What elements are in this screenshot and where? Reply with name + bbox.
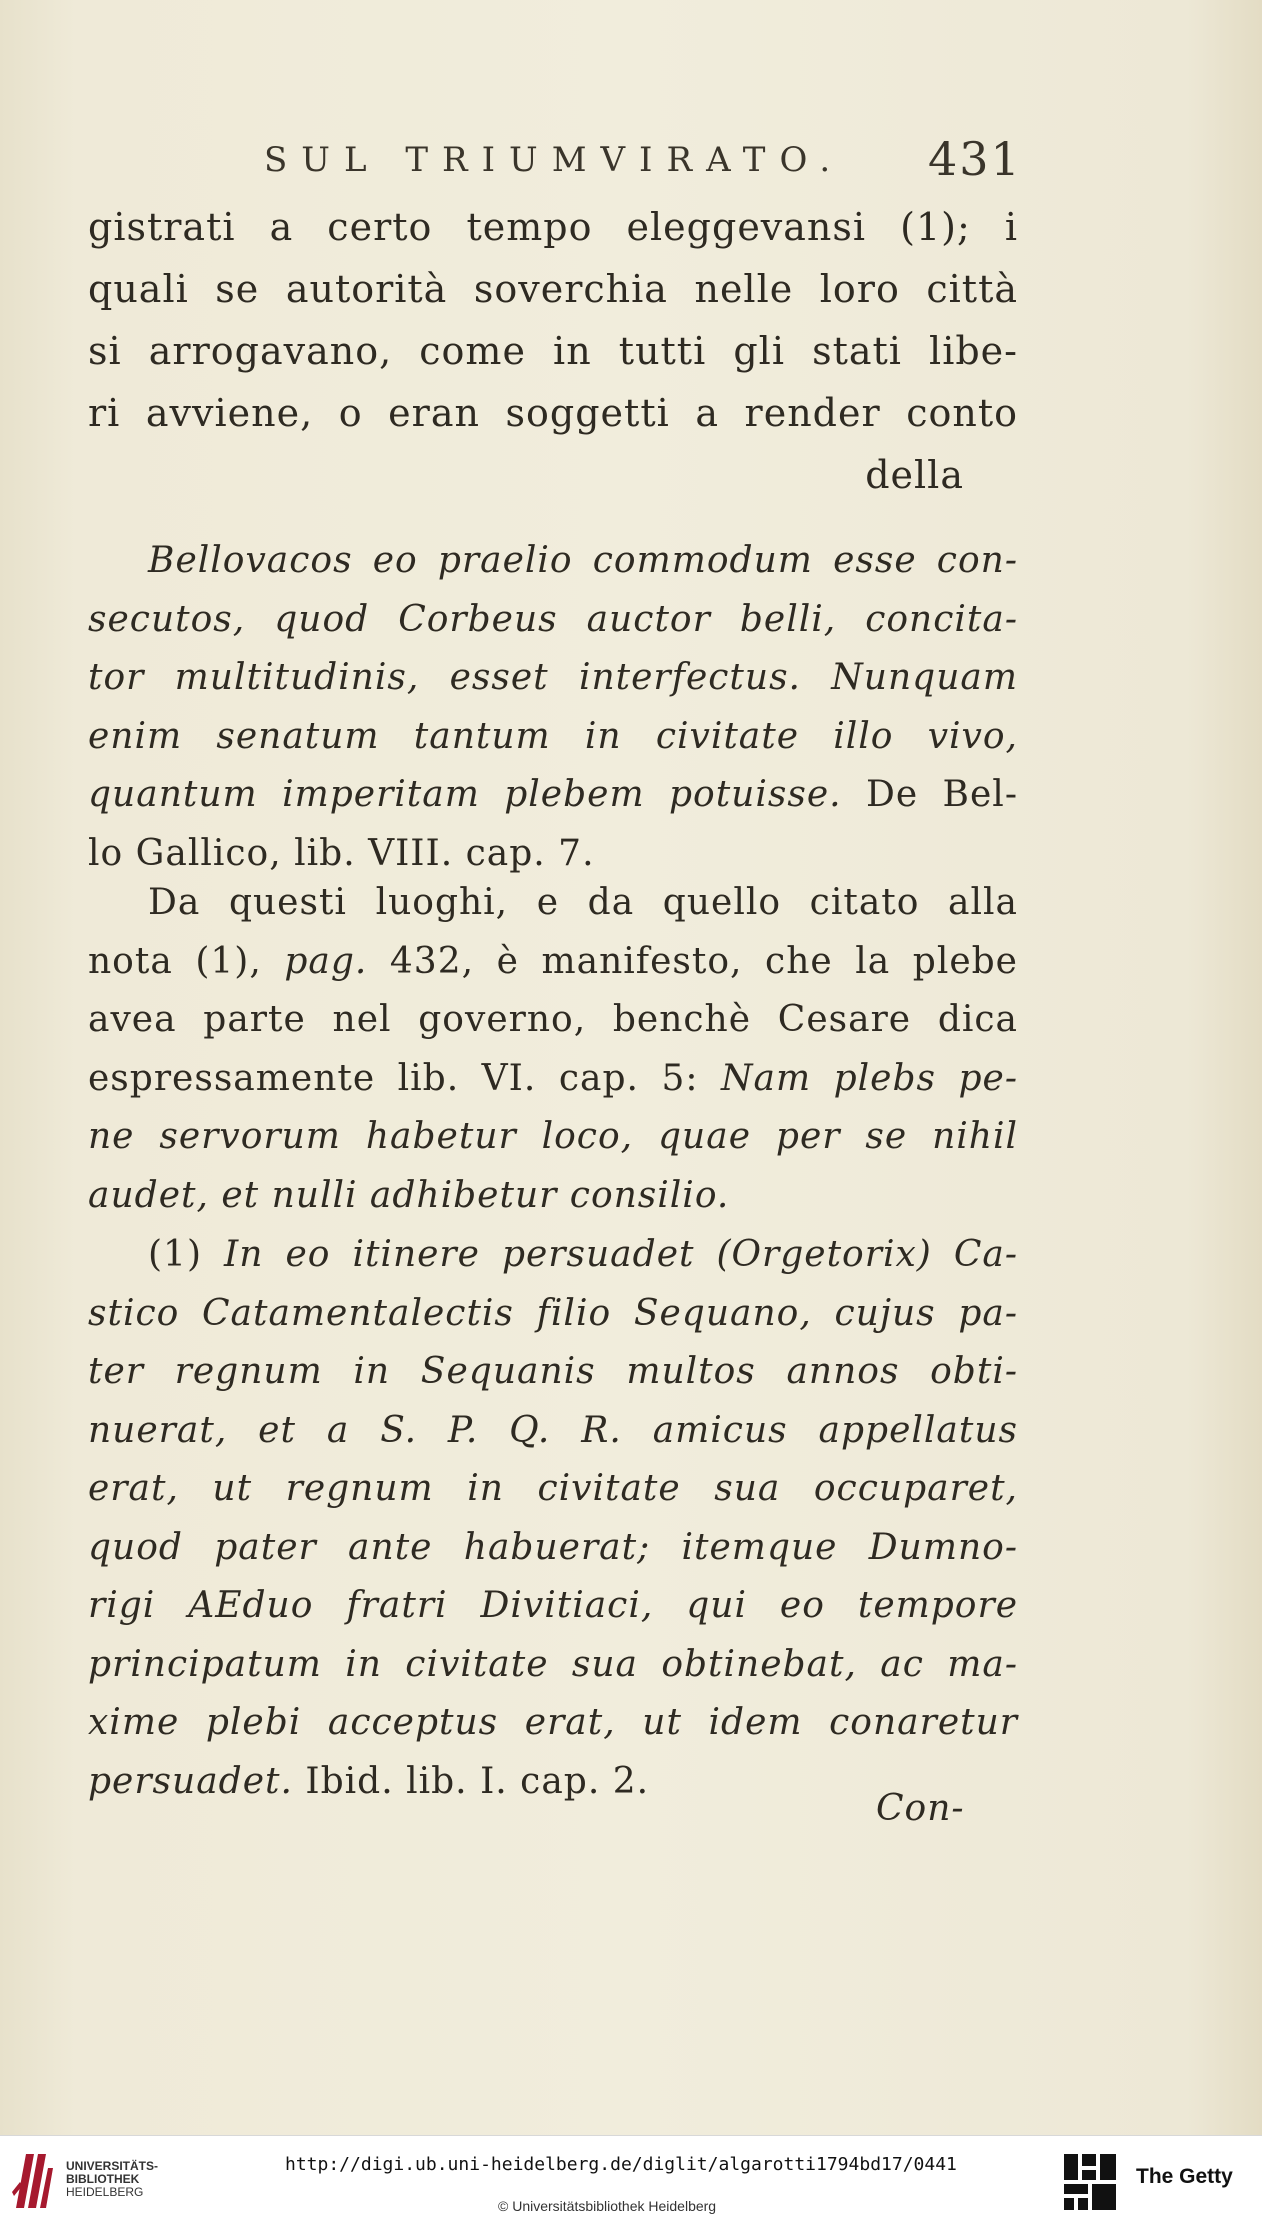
note-line: Bellovacos eo praelio commodum esse con- <box>148 540 1018 581</box>
note-line: avea parte nel governo, benchè Cesare dica <box>88 999 1018 1040</box>
copyright-notice: © Universitätsbibliothek Heidelberg <box>498 2198 717 2214</box>
note-italic-segment: persuadet. <box>88 1760 293 1802</box>
getty-logo-icon <box>1062 2152 1118 2214</box>
text-line: si arrogavano, come in tutti gli stati libe- <box>88 329 1018 373</box>
note-roman-segment: De Bel- <box>865 774 1018 815</box>
note-roman-segment: espressamente lib. VI. cap. 5: <box>88 1057 721 1099</box>
note-italic-segment: Nam plebs pe- <box>720 1057 1018 1099</box>
footnote <box>88 1226 1018 1811</box>
university-library-logo-icon <box>12 2146 54 2214</box>
note-line: erat, ut regnum in civitate sua occuparet, <box>88 1468 1018 1509</box>
note-roman-segment: nota (1), <box>88 940 285 982</box>
library-name-line: BIBLIOTHEK <box>66 2172 140 2186</box>
note-line: secutos, quod Corbeus auctor belli, concita- <box>88 598 1018 640</box>
note-line: xime plebi acceptus erat, ut idem conaretur <box>88 1702 1018 1743</box>
text-line: della <box>865 453 964 497</box>
partner-name: The Getty <box>1136 2165 1233 2188</box>
note-line: ter regnum in Sequanis multos annos obti- <box>88 1351 1018 1392</box>
note-quotation <box>88 532 1018 883</box>
note-line: rigi AEduo fratri Divitiaci, qui eo tempore <box>88 1585 1018 1626</box>
note-line: stico Catamentalectis filio Sequano, cujus pa- <box>88 1292 1018 1334</box>
main-text <box>88 196 1018 506</box>
note-line: audet, et nulli adhibetur consilio. <box>88 1174 730 1216</box>
note-line: nuerat, et a S. P. Q. R. amicus appellatus <box>88 1409 1018 1451</box>
note-italic-segment: quantum imperitam plebem potuisse. <box>88 774 842 815</box>
note-line: quod pater ante habuerat; itemque Dumno- <box>88 1526 1018 1568</box>
catchword: Con- <box>876 1788 965 1829</box>
permalink-url[interactable]: http://digi.ub.uni-heidelberg.de/diglit/algarotti1794bd17/0441 <box>285 2154 957 2175</box>
running-title: SUL TRIUMVIRATO. <box>264 140 845 180</box>
note-line: lo Gallico, lib. VIII. cap. 7. <box>88 832 595 874</box>
page-number: 431 <box>928 132 1022 186</box>
note-line: Da questi luoghi, e da quello citato alla <box>148 882 1018 923</box>
text-line: ri avviene, o eran soggetti a render conto <box>88 391 1018 435</box>
text-line: gistrati a certo tempo eleggevansi (1); i <box>88 205 1018 249</box>
note-line <box>88 1050 1018 1109</box>
note-line: tor multitudinis, esset interfectus. Nunquam <box>88 657 1018 698</box>
library-name <box>66 2160 158 2199</box>
library-name-line: UNIVERSITÄTS- <box>66 2159 159 2173</box>
note-italic-segment: pag. <box>284 940 368 982</box>
note-roman-segment: Ibid. lib. I. cap. 2. <box>292 1760 650 1802</box>
note-line <box>88 1226 1018 1285</box>
viewer-footer <box>0 2135 1262 2226</box>
note-line: principatum in civitate sua obtinebat, ac ma- <box>88 1643 1018 1685</box>
note-roman-segment: 432, è manifesto, che la plebe <box>367 940 1018 982</box>
note-line <box>88 933 1018 992</box>
note-commentary <box>88 874 1018 1225</box>
note-line <box>88 766 1018 825</box>
footnote-marker: (1) <box>148 1234 202 1275</box>
text-line: quali se autorità soverchia nelle loro città <box>88 267 1018 311</box>
note-line: enim senatum tantum in civitate illo vivo, <box>88 715 1018 757</box>
note-italic-segment: In eo itinere persuadet (Orgetorix) Ca- <box>224 1234 1018 1275</box>
note-line: ne servorum habetur loco, quae per se nihil <box>88 1116 1018 1157</box>
library-name-line: HEIDELBERG <box>66 2185 144 2199</box>
